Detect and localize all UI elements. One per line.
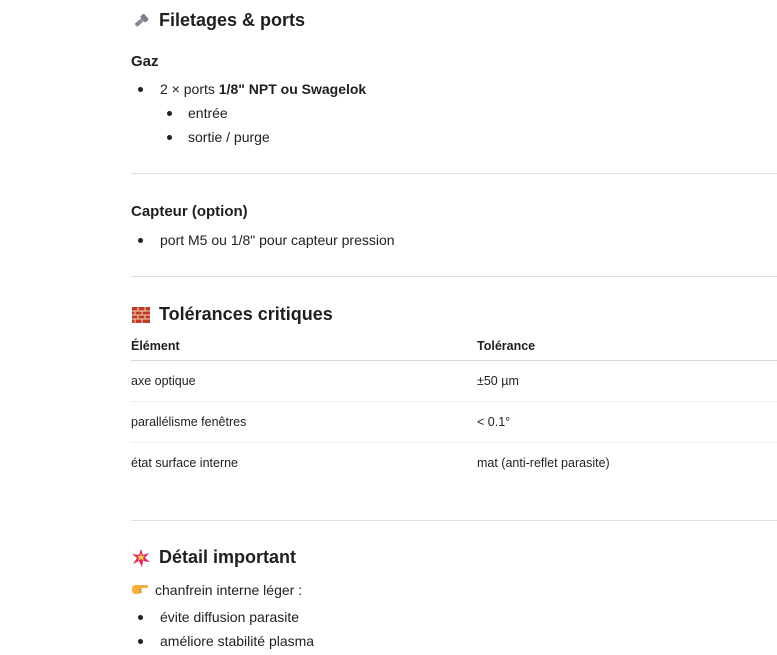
collision-icon: [131, 548, 151, 568]
subsection-capteur-heading: Capteur (option): [131, 203, 248, 220]
divider: [131, 276, 777, 277]
list-item: entrée: [131, 101, 731, 125]
gaz-list: [131, 77, 731, 101]
section-title-filetages: Filetages & ports: [131, 10, 305, 31]
pointing-hand-icon: [131, 580, 149, 600]
gaz-sublist: [131, 101, 731, 149]
list-item: port M5 ou 1/8" pour capteur pression: [131, 228, 731, 252]
section-title-detail: Détail important: [131, 547, 296, 568]
section-title-tolerances: Tolérances critiques: [131, 304, 333, 325]
brick-icon: [131, 305, 151, 325]
list-item: améliore stabilité plasma: [131, 629, 731, 653]
table-header-row: [131, 332, 777, 361]
capteur-list: [131, 228, 731, 252]
table-cell: < 0.1°: [477, 402, 777, 443]
table-cell: état surface interne: [131, 456, 239, 470]
column-header: Élément: [131, 332, 477, 361]
divider: [131, 173, 777, 174]
list-item: 2 × ports 1/8" NPT ou Swagelok: [131, 77, 731, 101]
table-cell: ±50 µm: [477, 361, 777, 402]
detail-list: [131, 605, 731, 653]
bolt-icon: [131, 11, 151, 31]
table-row: [131, 402, 777, 443]
detail-intro: chanfrein interne léger :: [131, 580, 302, 600]
divider: [131, 520, 777, 521]
table-cell: mat (anti-reflet parasite): [477, 456, 610, 470]
table-row: [131, 361, 777, 402]
table-cell: parallélisme fenêtres: [131, 402, 477, 443]
list-item: évite diffusion parasite: [131, 605, 731, 629]
column-header: Tolérance: [477, 332, 777, 361]
list-item: sortie / purge: [131, 125, 731, 149]
subsection-gaz-heading: Gaz: [131, 53, 159, 70]
table-cell: axe optique: [131, 361, 477, 402]
table-row: [131, 443, 777, 484]
tolerances-table: [131, 332, 777, 483]
